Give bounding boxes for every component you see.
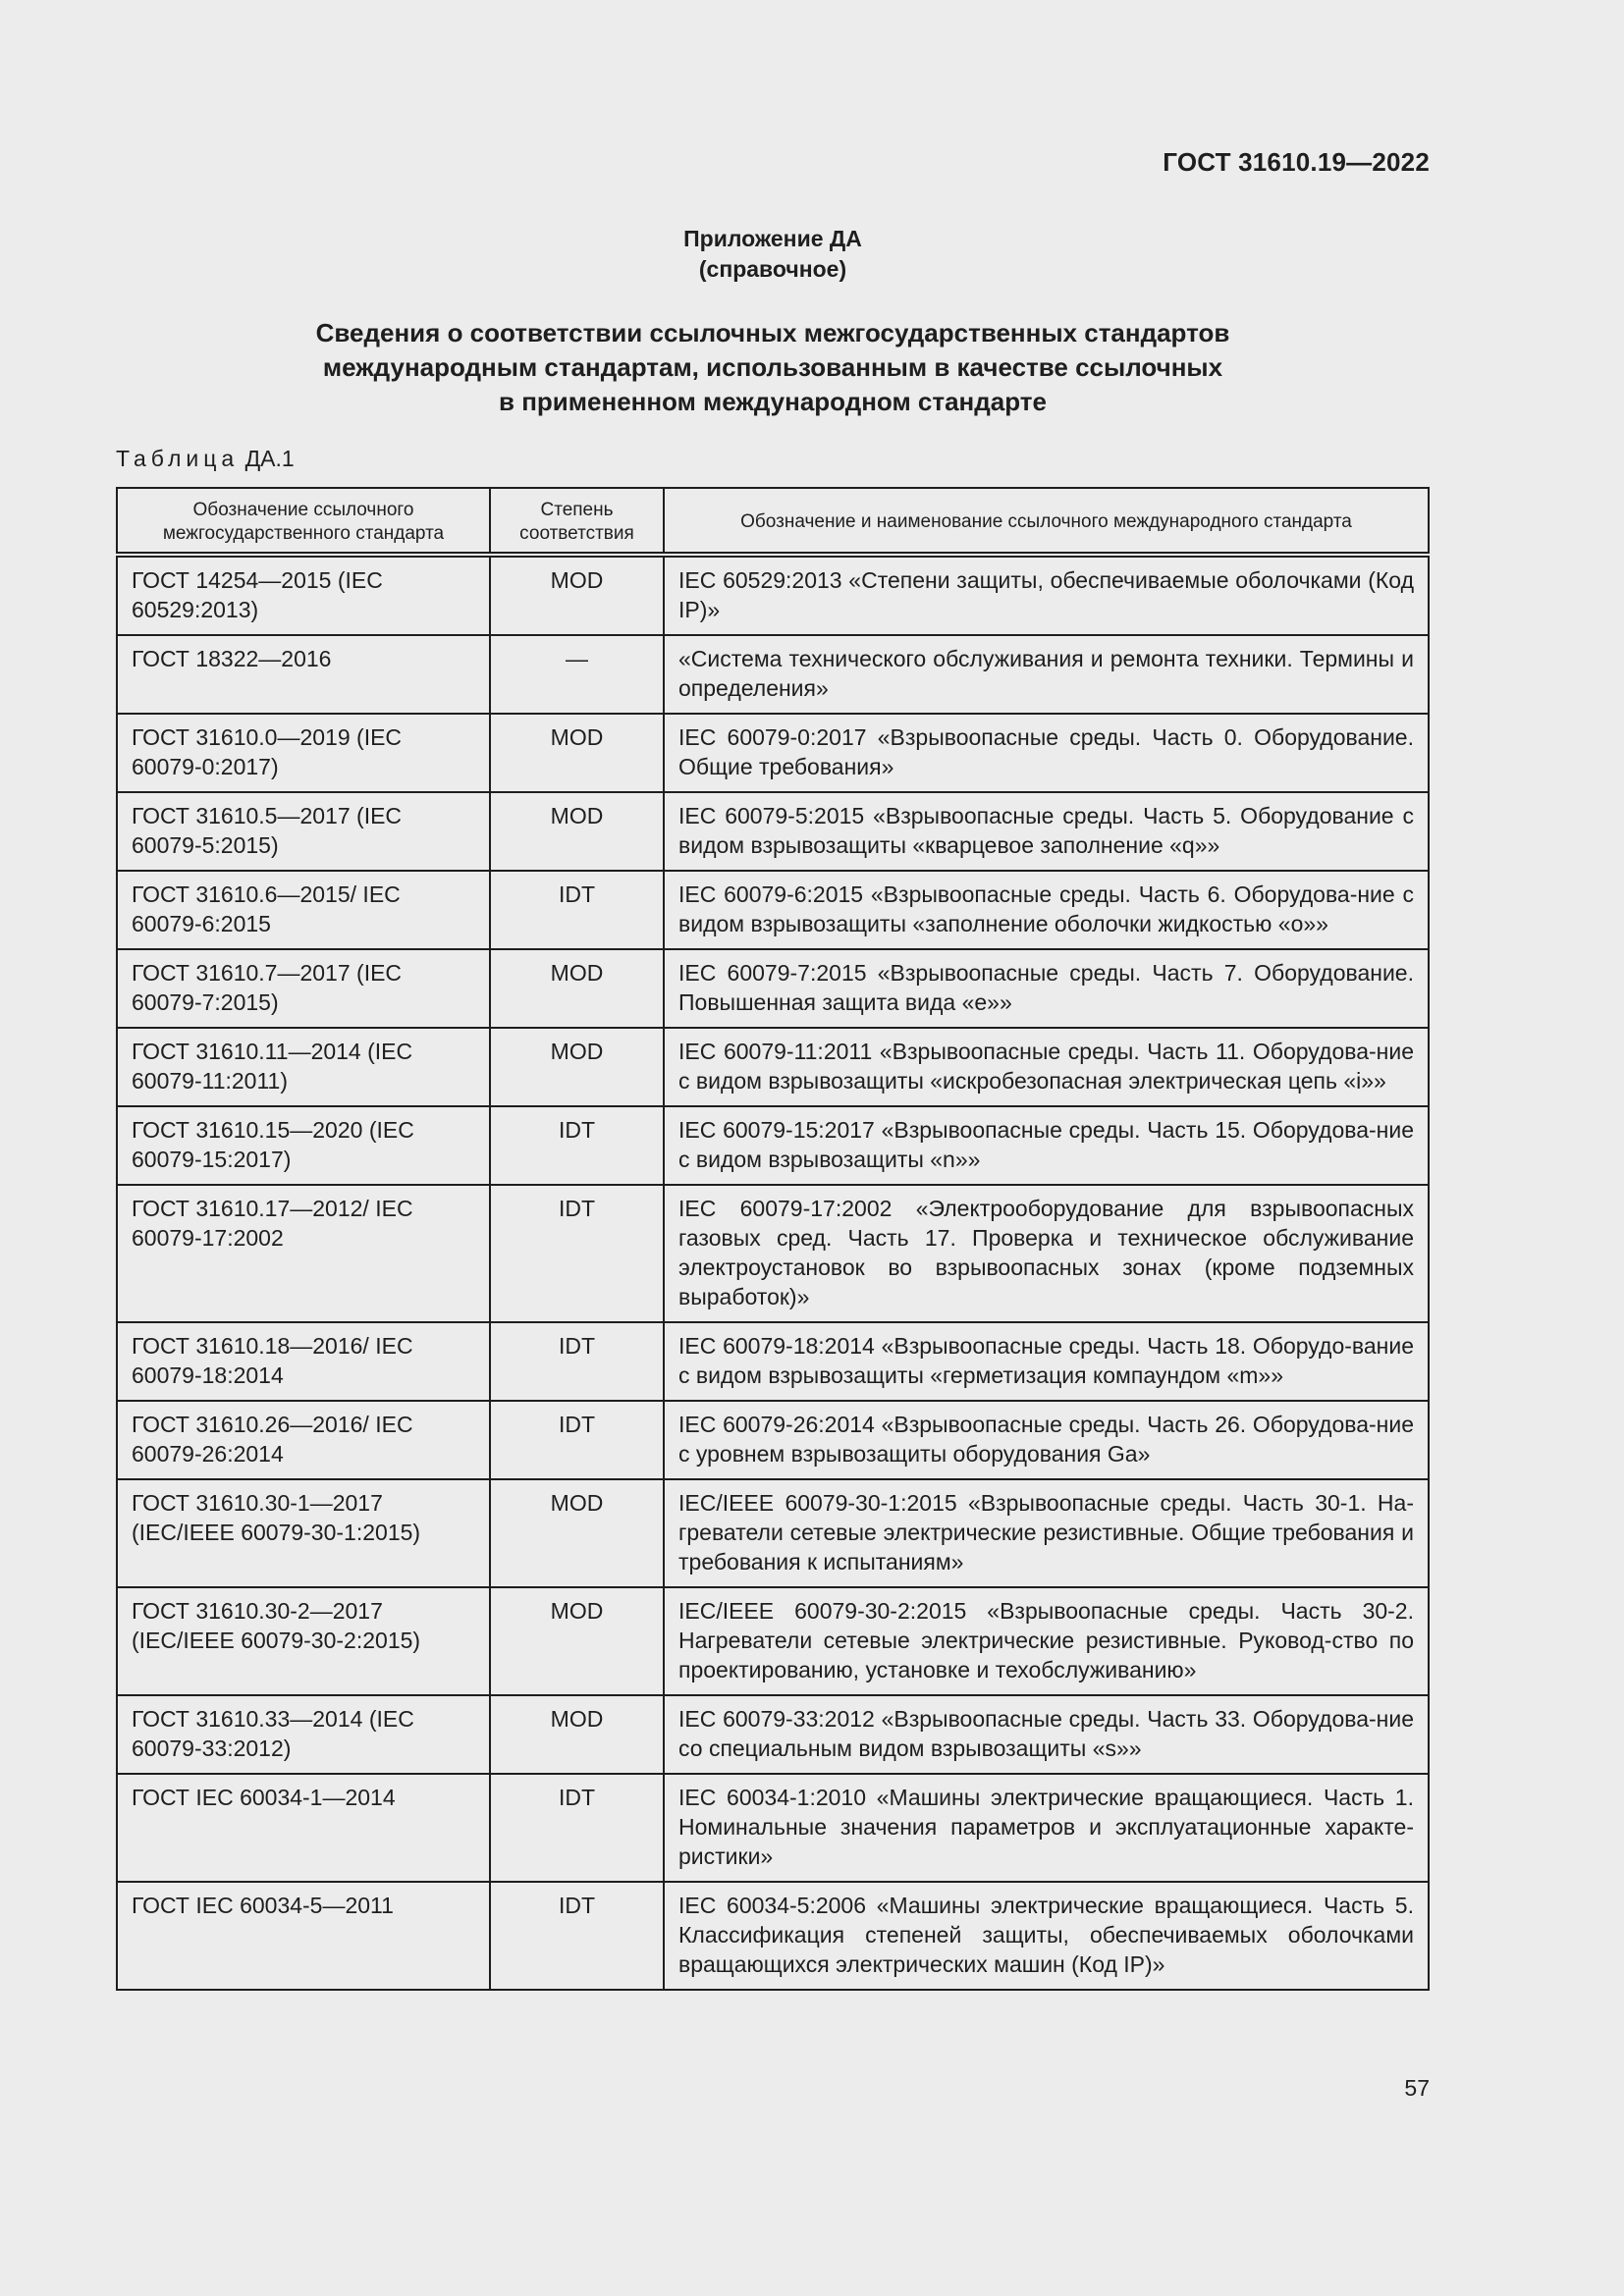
table-row [117,1695,1429,1774]
table-body [117,555,1429,1990]
cell-international: IEC 60079-18:2014 «Взрывоопасные среды. Часть 18. Оборудо-вание с видом взрывозащиты «герметизация компаундом «m»» [664,1322,1429,1401]
cell-gost: ГОСТ 31610.7—2017 (IEC 60079-7:2015) [117,949,490,1028]
cell-degree: MOD [490,1479,664,1587]
cell-gost: ГОСТ 31610.0—2019 (IEC 60079-0:2017) [117,714,490,792]
cell-degree: IDT [490,1882,664,1990]
cell-international: IEC 60079-17:2002 «Электрооборудование для взрывоопасных газовых сред. Часть 17. Проверка и техническое обслуживание электроустановок во взрывоопасных зонах (кроме подземных выработок)» [664,1185,1429,1322]
header-cell-gost: Обозначение ссылочного межгосударственного стандарта [117,488,490,555]
title-line-3: в примененном международном стандарте [499,387,1047,416]
cell-international: IEC/IEEE 60079-30-2:2015 «Взрывоопасные среды. Часть 30-2. Нагреватели сетевые электрические резистивные. Руковод-ство по проектированию, установке и техобслуживанию» [664,1587,1429,1695]
cell-gost: ГОСТ 14254—2015 (IEC 60529:2013) [117,555,490,635]
cell-gost: ГОСТ 31610.15—2020 (IEC 60079-15:2017) [117,1106,490,1185]
cell-gost: ГОСТ 31610.6—2015/ IEC 60079-6:2015 [117,871,490,949]
correspondence-table [116,487,1430,1991]
cell-degree: MOD [490,1587,664,1695]
table-caption [116,446,295,472]
page-title [0,316,1545,419]
header-cell-degree: Степень соответствия [490,488,664,555]
cell-international: IEC 60529:2013 «Степени защиты, обеспечиваемые оболочками (Код IP)» [664,555,1429,635]
cell-gost: ГОСТ 18322—2016 [117,635,490,714]
table-row [117,1587,1429,1695]
table-row [117,714,1429,792]
table-row [117,1185,1429,1322]
title-line-2: международным стандартам, использованным в качестве ссылочных [322,352,1223,382]
cell-gost: ГОСТ 31610.18—2016/ IEC 60079-18:2014 [117,1322,490,1401]
header-cell-international: Обозначение и наименование ссылочного международного стандарта [664,488,1429,555]
page-number: 57 [1404,2075,1430,2101]
table-row [117,1322,1429,1401]
cell-international: «Система технического обслуживания и ремонта техники. Термины и определения» [664,635,1429,714]
cell-degree: IDT [490,871,664,949]
cell-international: IEC 60079-15:2017 «Взрывоопасные среды. Часть 15. Оборудова-ние с видом взрывозащиты «n»» [664,1106,1429,1185]
table-row [117,1479,1429,1587]
cell-degree: IDT [490,1185,664,1322]
cell-degree: MOD [490,792,664,871]
cell-degree: IDT [490,1322,664,1401]
table-caption-number: ДА.1 [244,446,295,471]
table-header-row [117,488,1429,555]
appendix-type: (справочное) [698,256,847,282]
cell-gost: ГОСТ 31610.26—2016/ IEC 60079-26:2014 [117,1401,490,1479]
cell-degree: IDT [490,1401,664,1479]
cell-international: IEC 60079-6:2015 «Взрывоопасные среды. Часть 6. Оборудова-ние с видом взрывозащиты «заполнение оболочки жидкостью «o»» [664,871,1429,949]
title-line-1: Сведения о соответствии ссылочных межгосударственных стандартов [315,318,1230,347]
table-row [117,1774,1429,1882]
cell-international: IEC 60079-5:2015 «Взрывоопасные среды. Часть 5. Оборудование с видом взрывозащиты «кварцевое заполнение «q»» [664,792,1429,871]
table-row [117,871,1429,949]
table-row [117,555,1429,635]
cell-international: IEC 60079-26:2014 «Взрывоопасные среды. Часть 26. Оборудова-ние с уровнем взрывозащиты оборудования Ga» [664,1401,1429,1479]
table-row [117,1106,1429,1185]
table-row [117,1028,1429,1106]
cell-degree: MOD [490,1028,664,1106]
table-row [117,949,1429,1028]
table-row [117,1401,1429,1479]
cell-gost: ГОСТ 31610.5—2017 (IEC 60079-5:2015) [117,792,490,871]
cell-gost: ГОСТ 31610.17—2012/ IEC 60079-17:2002 [117,1185,490,1322]
cell-international: IEC/IEEE 60079-30-1:2015 «Взрывоопасные среды. Часть 30-1. На-греватели сетевые электрические резистивные. Общие требования и требования к испытаниям» [664,1479,1429,1587]
cell-gost: ГОСТ 31610.30-1—2017 (IEC/IEEE 60079-30-1:2015) [117,1479,490,1587]
cell-international: IEC 60034-1:2010 «Машины электрические вращающиеся. Часть 1. Номинальные значения параметров и эксплуатационные характе-ристики» [664,1774,1429,1882]
cell-degree: MOD [490,555,664,635]
cell-degree: — [490,635,664,714]
table-row [117,792,1429,871]
cell-international: IEC 60079-11:2011 «Взрывоопасные среды. Часть 11. Оборудова-ние с видом взрывозащиты «искробезопасная электрическая цепь «i»» [664,1028,1429,1106]
cell-international: IEC 60079-0:2017 «Взрывоопасные среды. Часть 0. Оборудование. Общие требования» [664,714,1429,792]
table-caption-word: Таблица [116,446,240,471]
table-row [117,635,1429,714]
standard-id: ГОСТ 31610.19—2022 [1163,147,1430,177]
cell-international: IEC 60079-7:2015 «Взрывоопасные среды. Часть 7. Оборудование. Повышенная защита вида «e»» [664,949,1429,1028]
cell-gost: ГОСТ IEC 60034-1—2014 [117,1774,490,1882]
table-row [117,1882,1429,1990]
cell-degree: MOD [490,714,664,792]
cell-gost: ГОСТ 31610.30-2—2017 (IEC/IEEE 60079-30-2:2015) [117,1587,490,1695]
cell-international: IEC 60079-33:2012 «Взрывоопасные среды. Часть 33. Оборудова-ние со специальным видом взрывозащиты «s»» [664,1695,1429,1774]
cell-degree: MOD [490,949,664,1028]
cell-gost: ГОСТ IEC 60034-5—2011 [117,1882,490,1990]
appendix-label: Приложение ДА [683,226,862,251]
appendix-heading [0,224,1545,285]
cell-international: IEC 60034-5:2006 «Машины электрические вращающиеся. Часть 5. Классификация степеней защиты, обеспечиваемых оболочками вращающихся электрических машин (Код IP)» [664,1882,1429,1990]
cell-gost: ГОСТ 31610.33—2014 (IEC 60079-33:2012) [117,1695,490,1774]
cell-gost: ГОСТ 31610.11—2014 (IEC 60079-11:2011) [117,1028,490,1106]
cell-degree: MOD [490,1695,664,1774]
cell-degree: IDT [490,1774,664,1882]
cell-degree: IDT [490,1106,664,1185]
